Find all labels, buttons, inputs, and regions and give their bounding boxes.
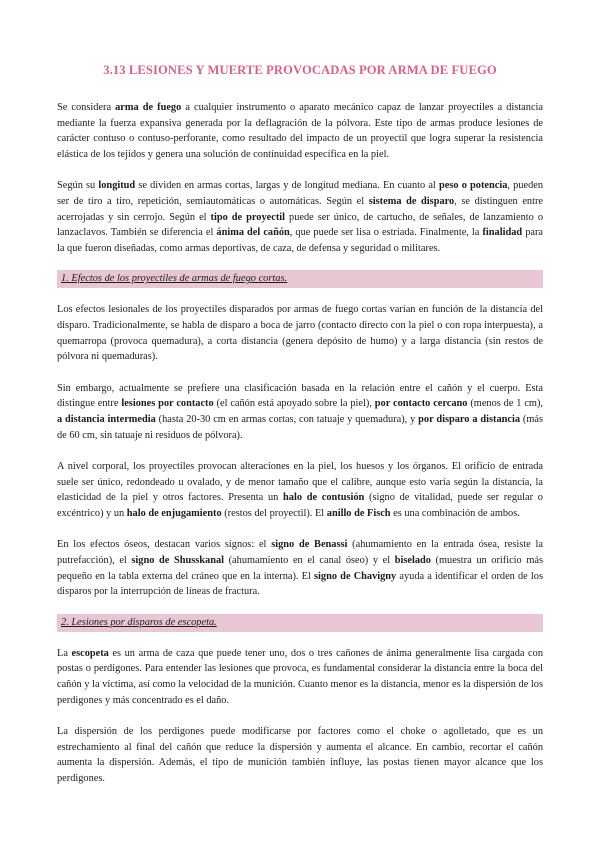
text-run: puede ser único, de cartucho, de señales, de lanzamiento o lanzaclavos. También se diferencia el [57,211,544,239]
bold-term: lesiones por contacto [121,398,214,410]
bold-term: signo de Benassi [271,539,348,551]
text-run: para la que fueron diseñadas, como armas deportivas, de caza, de defensa y seguridad o militares. [57,227,543,254]
section-heading-short-guns [57,270,543,288]
bold-term: a distancia intermedia [57,413,156,425]
section-heading-text: 1. Efectos de los proyectiles de armas de fuego cortas. [61,273,288,285]
bold-term: signo de Chavigny [314,570,397,582]
text-run: Sin embargo, actualmente se prefiere una clasificación basada en la relación entre el cañón y el cuerpo. Esta distingue entre [57,382,543,410]
bold-term: peso o potencia [438,180,508,192]
section-heading-shotgun [57,614,543,632]
text-run: En los efectos óseos, destacan varios signos: el [57,539,272,551]
paragraph-bone-effects [57,537,543,599]
bold-term: por disparo a distancia [418,413,521,425]
bold-term: por contacto cercano [374,398,468,410]
text-run: (restos del proyectil). El [221,507,327,519]
text-run: (el cañón está apoyado sobre la piel), [213,398,375,410]
text-run: (ahumamiento en el canal óseo) y el [224,555,395,567]
bold-term: halo de enjugamiento [126,507,222,519]
bold-term: finalidad [482,227,523,239]
bold-term: signo de Shusskanal [131,555,224,567]
text-run: (hasta 20-30 cm en armas cortas, con tatuaje y quemadura), y [155,413,419,425]
bold-term: biselado [394,555,431,567]
section-heading-text: 2. Lesiones por disparos de escopeta. [61,616,217,628]
bold-term: arma de fuego [115,102,182,113]
paragraph-dispersion [57,724,543,786]
text-run: A nivel corporal, los proyectiles provocan alteraciones en la piel, los huesos y los órganos. El orificio de entrada suele ser único, redondeado u ovalado, y de menor tamaño que el calibre, aunque esto varía según la distancia, la elasticidad de la piel y otros factores. Presenta un [57,461,543,504]
paragraph-classification [57,178,543,256]
text-run: La [57,647,72,659]
text-run: se dividen en armas cortas, largas y de longitud mediana. En cuanto al [135,180,439,192]
bold-term: sistema de disparo [368,195,455,207]
text-run: Según su [57,180,99,192]
page-title: 3.13 LESIONES Y MUERTE PROVOCADAS POR ARMA DE FUEGO [103,63,497,77]
text-run: , pueden ser de tiro a tiro, repetición, semiautomáticas o automáticas. Según el [57,180,544,207]
bold-term: halo de contusión [283,492,365,504]
text-run: , se distinguen entre acerrojadas y sin cerrojo. Según el [57,195,544,223]
bold-term: escopeta [71,647,109,659]
paragraph-body-effects [57,459,543,521]
text-run: (muestra un orificio más pequeño en la tabla externa del cráneo que en la interna). El [57,555,543,582]
text-run: (menos de 1 cm), [467,398,544,410]
text-run: a cualquier instrumento o aparato mecánico capaz de lanzar proyectiles a distancia mediante la fuerza expansiva generada por la deflagración de la pólvora. Este tipo de armas produce lesiones de carácter contuso o contuso-perforante, como resultado del impacto de un proyectil que logra superar la resistencia elástica de los tejidos y genera una solución de continuidad específica en la piel. [57,102,544,160]
text-run: es una combinación de ambos. [390,507,520,519]
paragraph-distance-effects [57,302,543,364]
bold-term: tipo de proyectil [210,211,286,223]
text-run: ayuda a identificar el orden de los disparos por la interrupción de líneas de fractura. [57,570,543,598]
paragraph-shotgun [57,646,543,708]
bold-term: ánima del cañón [216,227,290,239]
text-run: es un arma de caza que puede tener uno, dos o tres cañones de ánima generalmente lisa cargada con postas o perdigones. Para entender las lesiones que provoca, es fundamental considerar la distancia entre la boca del cañón y la víctima, así como la velocidad de la munición. Cuanto menor es la distancia, menor es la dispersión de los perdigones y más concentrado es el daño. [57,647,543,706]
text-run: (ahumamiento en la entrada ósea, resiste la putrefacción), el [57,539,543,567]
text-run: , que puede ser lisa o estriada. Finalmente, la [289,227,483,239]
text-run: Se considera [57,102,116,113]
bold-term: longitud [98,180,136,192]
paragraph-contact-classification [57,381,543,443]
paragraph-definition [57,100,543,162]
text-run: La dispersión de los perdigones puede modificarse por factores como el choke o agolletado, que es un estrechamiento al final del cañón que reduce la dispersión y aumenta el alcance. En cambio, recortar el cañón aumenta la dispersión. Además, el tipo de munición también influye, las postas tienen mayor alcance que los perdigones. [57,726,543,784]
text-run: (más de 60 cm, sin tatuaje ni residuos de pólvora). [57,413,543,441]
bold-term: anillo de Fisch [326,507,391,519]
text-run: Los efectos lesionales de los proyectiles disparados por armas de fuego cortas varían en función de la distancia del disparo. Tradicionalmente, se habla de disparo a boca de jarro (contacto directo con la piel o con ropa interpuesta), a quemarropa (provoca quemadura), a corta distancia (genera depósito de humo) y a larga distancia (sin restos de pólvora ni quemaduras). [57,304,543,363]
text-run: (signo de vitalidad, puede ser regular o excéntrico) y un [57,492,543,519]
